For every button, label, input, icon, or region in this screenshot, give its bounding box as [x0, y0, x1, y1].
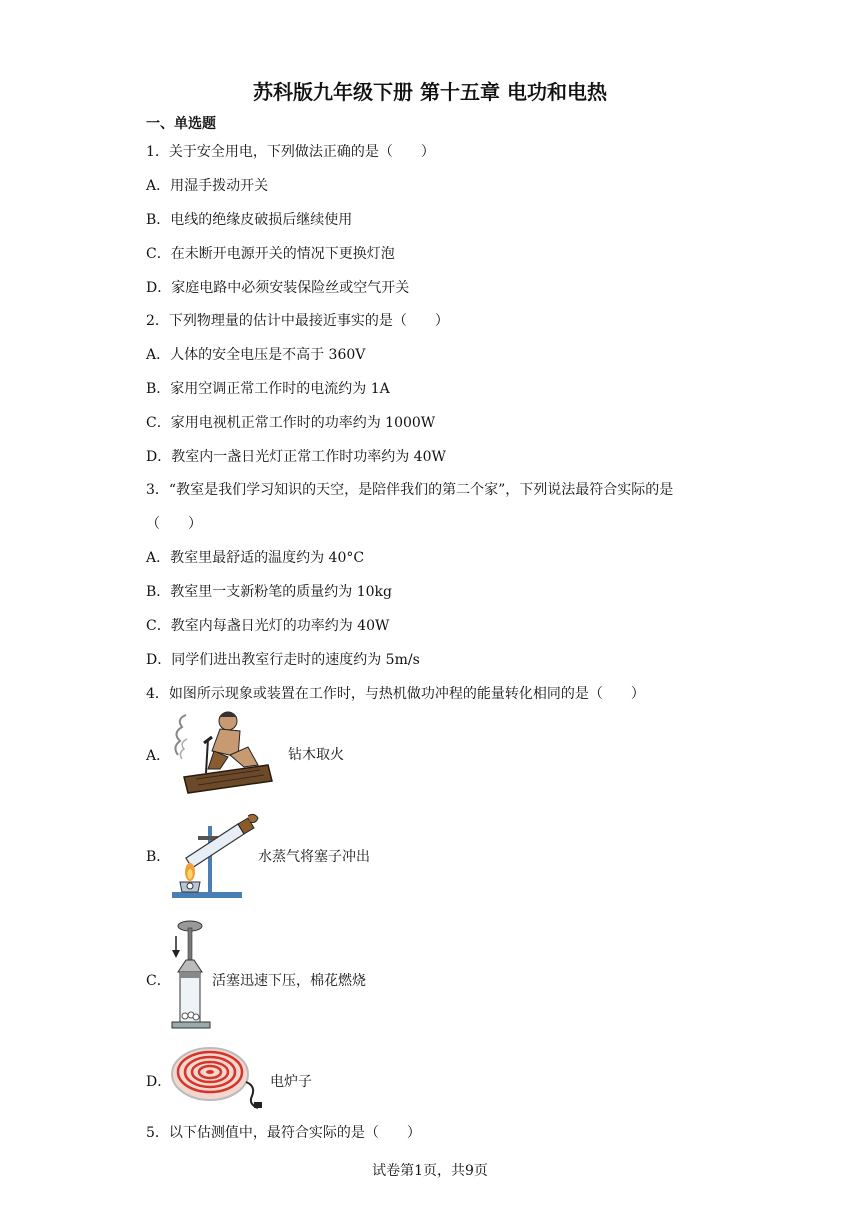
question-4-option-c-label: C． [146, 973, 171, 989]
question-4-stem: 4．如图所示现象或装置在工作时，与热机做功冲程的能量转化相同的是（ ） [146, 686, 645, 702]
question-2-option-d: D．教室内一盏日光灯正常工作时功率约为 40W [146, 449, 446, 465]
question-2-option-b: B．家用空调正常工作时的电流约为 1A [146, 381, 390, 397]
question-3-option-d: D．同学们进出教室行走时的速度约为 5m/s [146, 652, 420, 668]
caveman-drilling-fire-icon [168, 707, 278, 797]
question-4-option-d-label: D． [146, 1074, 172, 1090]
question-3-stem-line2: （ ） [146, 516, 202, 532]
page-footer: 试卷第1页，共9页 [372, 1163, 488, 1179]
question-1-option-a: A．用湿手拨动开关 [146, 178, 269, 194]
question-1-option-b: B．电线的绝缘皮破损后继续使用 [146, 212, 353, 228]
question-4-option-c-caption: 活塞迅速下压，棉花燃烧 [212, 973, 366, 989]
question-4-option-b-caption: 水蒸气将塞子冲出 [258, 849, 370, 865]
question-3-option-a: A．教室里最舒适的温度约为 40°C [146, 550, 365, 566]
electric-stove-icon [168, 1044, 270, 1110]
test-tube-steam-icon [168, 808, 268, 900]
question-3-stem-line1: 3．“教室是我们学习知识的天空，是陪伴我们的第二个家”，下列说法最符合实际的是 [146, 482, 674, 498]
question-3-option-c: C．教室内每盏日光灯的功率约为 40W [146, 618, 390, 634]
section-heading: 一、单选题 [146, 116, 216, 132]
question-4-option-b-label: B． [146, 849, 171, 865]
question-3-option-b: B．教室里一支新粉笔的质量约为 10kg [146, 584, 392, 600]
question-1-option-c: C．在未断开电源开关的情况下更换灯泡 [146, 246, 395, 262]
question-2-stem: 2．下列物理量的估计中最接近事实的是（ ） [146, 313, 449, 329]
question-4-option-d-caption: 电炉子 [270, 1074, 312, 1090]
question-4-option-a-caption: 钻木取火 [288, 747, 344, 763]
question-5-stem: 5．以下估测值中，最符合实际的是（ ） [146, 1125, 421, 1141]
question-2-option-c: C．家用电视机正常工作时的功率约为 1000W [146, 415, 436, 431]
question-4-option-a-label: A． [146, 748, 171, 764]
page-title: 苏科版九年级下册 第十五章 电功和电热 [253, 80, 607, 104]
question-1-option-d: D．家庭电路中必须安装保险丝或空气开关 [146, 280, 410, 296]
question-1-stem: 1．关于安全用电，下列做法正确的是（ ） [146, 144, 435, 160]
question-2-option-a: A．人体的安全电压是不高于 360V [146, 347, 366, 363]
piston-cylinder-icon [166, 920, 216, 1032]
